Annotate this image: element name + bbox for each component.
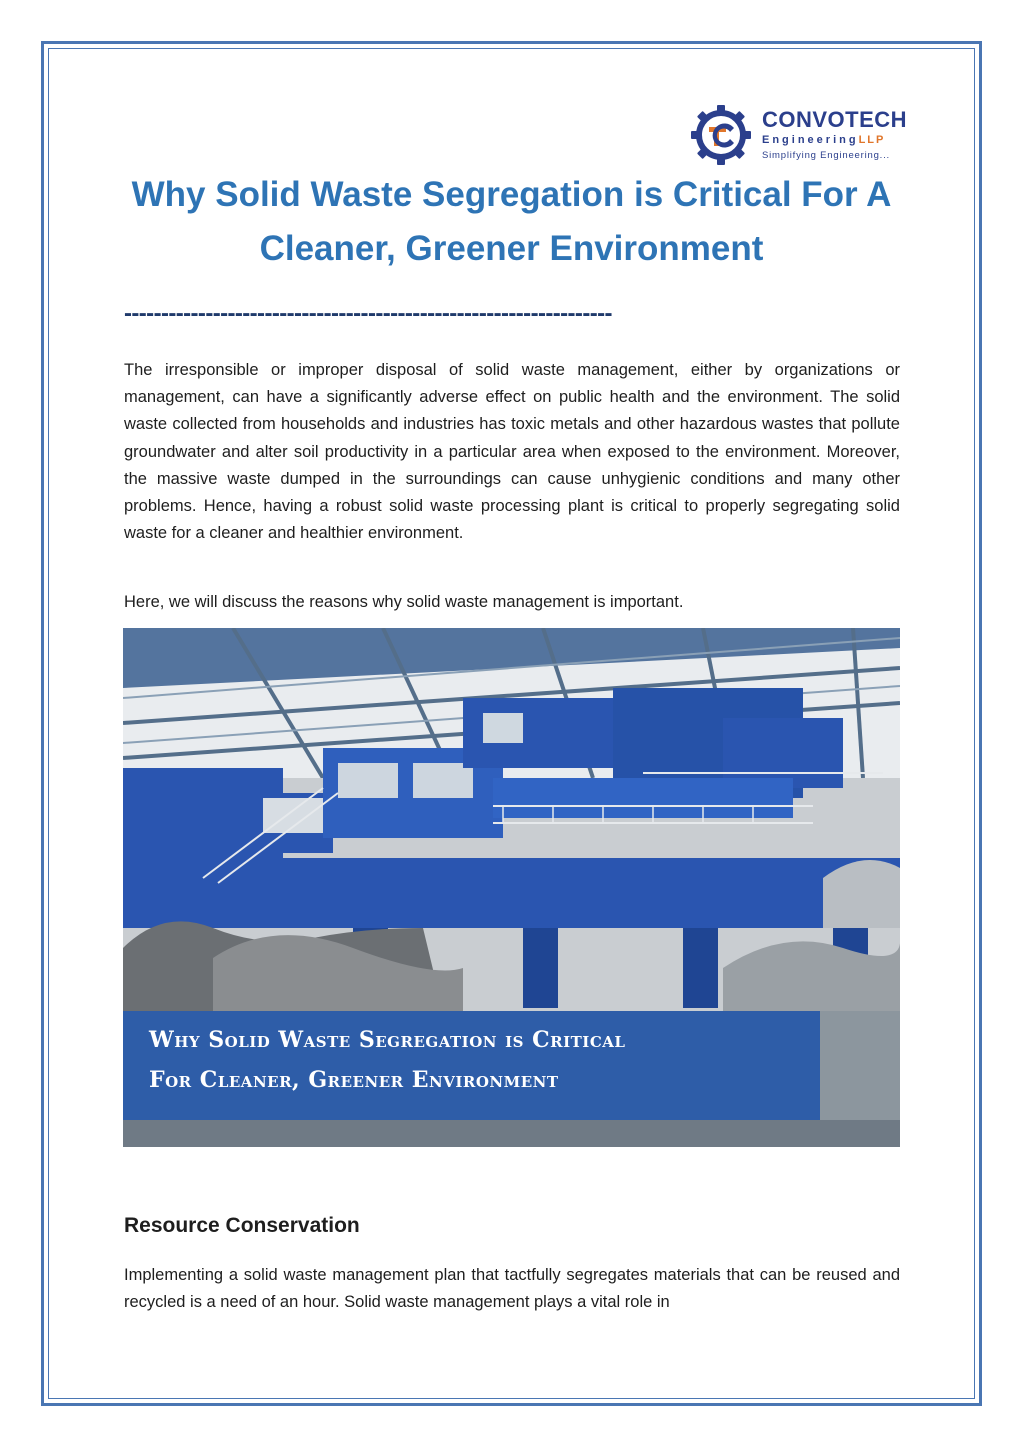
company-logo [688,102,908,168]
logo-tagline: Simplifying Engineering... [762,150,890,161]
logo-subtitle [762,134,885,146]
page-title-line-2: Cleaner, Greener Environment [259,229,764,268]
section-heading: Resource Conservation [124,1214,360,1237]
figure-banner-line-2: For Cleaner, Greener Environment [149,1067,559,1093]
gear-logo-icon [688,102,754,168]
page-title [110,168,913,276]
intro-paragraph: The irresponsible or improper disposal of solid waste management, either by organizations or management, can have a significantly adverse effect on public health and the environment. The solid waste collected from households and industries has toxic metals and other hazardous wastes that pollute groundwater and alter soil productivity in a particular area when exposed to the environment. Moreover, the massive waste dumped in the surroundings can cause unhygienic conditions and many other problems. Hence, having a robust solid waste processing plant is critical to properly segregating solid waste for a cleaner and healthier environment. [124,361,900,543]
lead-paragraph: Here, we will discuss the reasons why solid waste management is important. [124,593,684,611]
logo-brand-name: CONVOTECH [762,107,908,132]
figure-banner-line-1: Why Solid Waste Segregation is Critical [149,1027,626,1053]
logo-llp: LLP [858,134,886,146]
figure-banner [123,1011,820,1120]
logo-subtitle-text: Engineering [762,134,859,146]
section-paragraph: Implementing a solid waste management plan that tactfully segregates materials that can be reused and recycled is a need of an hour. Solid waste management plays a vital role in [124,1266,900,1312]
page-title-line-1: Why Solid Waste Segregation is Critical For A [131,175,892,214]
dashed-divider: ------------------------------------------------------------------ [124,300,612,327]
waste-plant-image [123,628,900,1147]
